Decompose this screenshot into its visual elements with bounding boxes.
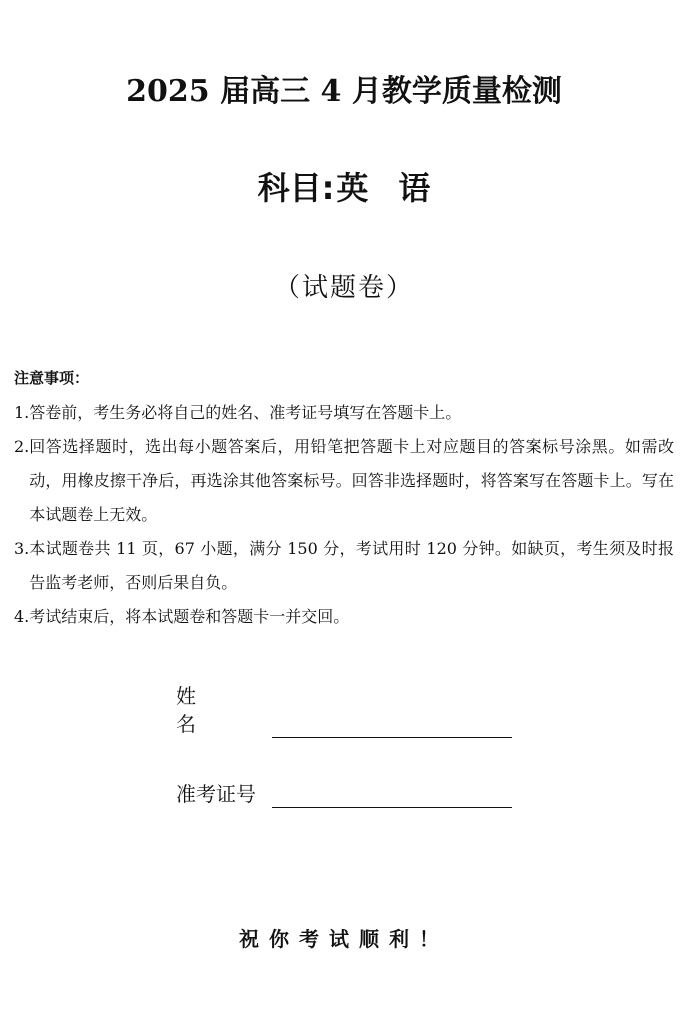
notice-item: [14, 430, 674, 532]
name-field-row: [176, 684, 536, 738]
page-title: 2025 届高三 4 月教学质量检测: [126, 74, 562, 109]
candidate-info-fields: [176, 684, 536, 846]
subject-name: 英语: [336, 169, 461, 207]
notice-item-text: 回答选择题时，选出每小题答案后，用铅笔把答题卡上对应题目的答案标号涂黑。如需改动，用橡皮擦干净后，再选涂其他答案标号。回答非选择题时，将答案写在答题卡上。写在本试题卷上无效。: [29, 437, 674, 524]
notice-item: [14, 532, 674, 600]
notice-item-text: 本试题卷共 11 页，67 小题，满分 150 分，考试用时 120 分钟。如缺页，考生须及时报告监考老师，否则后果自负。: [29, 539, 674, 592]
exam-id-field-label: 准考证号: [176, 782, 256, 806]
name-field-label: 姓名: [176, 684, 248, 736]
notice-item-number: 4.: [14, 607, 30, 626]
closing-message: 祝你考试顺利！: [239, 927, 449, 951]
paper-type-label: （试题卷）: [273, 273, 414, 303]
notice-item-number: 1.: [14, 403, 30, 422]
notice-section: [14, 366, 674, 634]
notice-item-number: 3.: [14, 539, 30, 558]
subject-label: 科目:: [257, 169, 335, 207]
name-field-line[interactable]: [272, 711, 512, 738]
exam-id-field-line[interactable]: [272, 781, 512, 808]
notice-item-number: 2.: [14, 437, 30, 456]
notice-item: [14, 396, 674, 430]
notice-item-text: 答卷前，考生务必将自己的姓名、准考证号填写在答题卡上。: [29, 403, 462, 422]
notice-heading: 注意事项：: [14, 369, 90, 387]
notice-item: [14, 600, 674, 634]
exam-id-field-row: [176, 776, 536, 808]
subject-heading: [0, 166, 688, 210]
notice-item-text: 考试结束后，将本试题卷和答题卡一并交回。: [29, 607, 350, 626]
